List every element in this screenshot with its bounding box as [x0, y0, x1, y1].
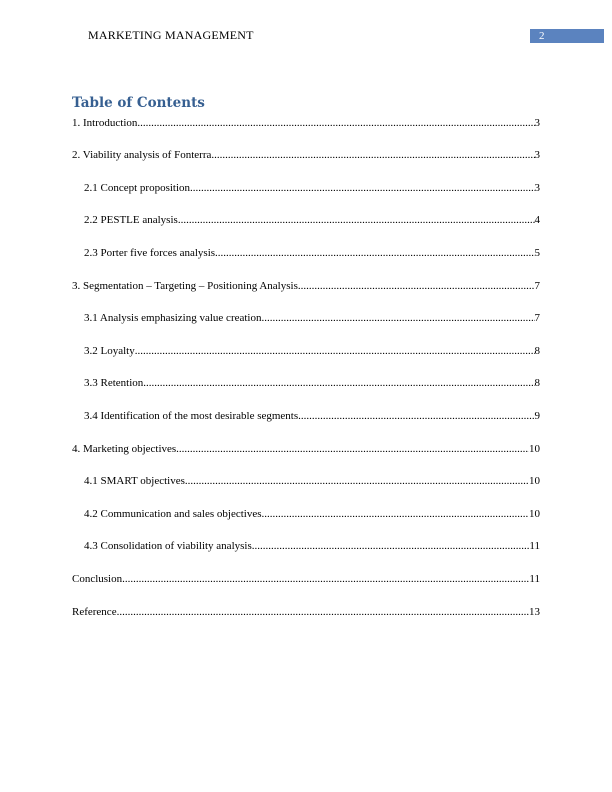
toc-entry-label: 3.2 Loyalty — [84, 345, 135, 357]
toc-entry-label: 4. Marketing objectives — [72, 443, 177, 455]
toc-entry-smart-objectives[interactable] — [84, 474, 540, 488]
toc-entry-page: 7 — [534, 280, 540, 292]
toc-entry-label: 4.1 SMART objectives — [84, 475, 185, 487]
toc-entry-page: 9 — [534, 410, 540, 422]
toc-entry-page: 10 — [529, 443, 540, 455]
toc-dot-leader — [143, 376, 534, 390]
toc-entry-label: 1. Introduction — [72, 117, 138, 129]
toc-entry-page: 8 — [534, 377, 540, 389]
toc-dot-leader — [261, 311, 534, 325]
toc-entry-label: 4.3 Consolidation of viability analysis — [84, 540, 252, 552]
toc-entry-page: 3 — [534, 182, 540, 194]
toc-entry-label: 3.3 Retention — [84, 377, 144, 389]
toc-dot-leader — [262, 507, 530, 521]
toc-dot-leader — [176, 442, 529, 456]
toc-dot-leader — [215, 246, 534, 260]
toc-entry-value-creation[interactable] — [84, 311, 540, 325]
toc-entry-label: 3.1 Analysis emphasizing value creation — [84, 312, 262, 324]
toc-entry-label: 2. Viability analysis of Fonterra — [72, 149, 212, 161]
toc-entry-consolidation[interactable] — [84, 539, 540, 553]
toc-dot-leader — [252, 539, 530, 553]
toc-entry-reference[interactable] — [72, 605, 540, 619]
toc-entry-page: 10 — [529, 475, 540, 487]
toc-dot-leader — [135, 344, 535, 358]
page-number-badge: 2 — [530, 29, 604, 43]
running-header-title: MARKETING MANAGEMENT — [88, 28, 254, 42]
toc-entry-viability-analysis[interactable] — [72, 148, 540, 162]
toc-dot-leader — [122, 572, 529, 586]
toc-entry-page: 11 — [529, 540, 540, 552]
toc-entry-page: 3 — [534, 149, 540, 161]
toc-entry-introduction[interactable] — [72, 116, 540, 130]
toc-entry-page: 4 — [534, 214, 540, 226]
toc-entry-label: Reference — [72, 606, 117, 618]
toc-entry-label: 2.1 Concept proposition — [84, 182, 191, 194]
toc-dot-leader — [137, 116, 534, 130]
toc-entry-page: 10 — [529, 508, 540, 520]
toc-entry-label: 4.2 Communication and sales objectives — [84, 508, 262, 520]
toc-dot-leader — [178, 213, 535, 227]
toc-entry-page: 13 — [529, 606, 540, 618]
toc-entry-label: Conclusion — [72, 573, 123, 585]
toc-entry-marketing-objectives[interactable] — [72, 442, 540, 456]
toc-entry-concept-proposition[interactable] — [84, 181, 540, 195]
toc-dot-leader — [185, 474, 529, 488]
toc-dot-leader — [190, 181, 534, 195]
toc-entry-communication-sales[interactable] — [84, 507, 540, 521]
toc-entry-segmentation-analysis[interactable] — [72, 279, 540, 293]
toc-dot-leader — [298, 409, 534, 423]
toc-heading: Table of Contents — [72, 95, 205, 111]
toc-entry-page: 3 — [534, 117, 540, 129]
toc-entry-page: 5 — [534, 247, 540, 259]
toc-dot-leader — [117, 605, 529, 619]
toc-entry-page: 8 — [534, 345, 540, 357]
toc-dot-leader — [298, 279, 535, 293]
toc-entry-label: 3.4 Identification of the most desirable segments — [84, 410, 299, 422]
toc-entry-conclusion[interactable] — [72, 572, 540, 586]
toc-entry-retention[interactable] — [84, 376, 540, 390]
toc-entry-label: 3. Segmentation – Targeting – Positioning Analysis — [72, 280, 298, 292]
toc-entry-page: 11 — [529, 573, 540, 585]
toc-entry-label: 2.3 Porter five forces analysis — [84, 247, 216, 259]
toc-entry-page: 7 — [534, 312, 540, 324]
toc-entry-loyalty[interactable] — [84, 344, 540, 358]
toc-entry-label: 2.2 PESTLE analysis — [84, 214, 178, 226]
toc-entry-pestle-analysis[interactable] — [84, 213, 540, 227]
toc-dot-leader — [211, 148, 534, 162]
toc-entry-desirable-segments[interactable] — [84, 409, 540, 423]
toc-entry-porter-five-forces[interactable] — [84, 246, 540, 260]
